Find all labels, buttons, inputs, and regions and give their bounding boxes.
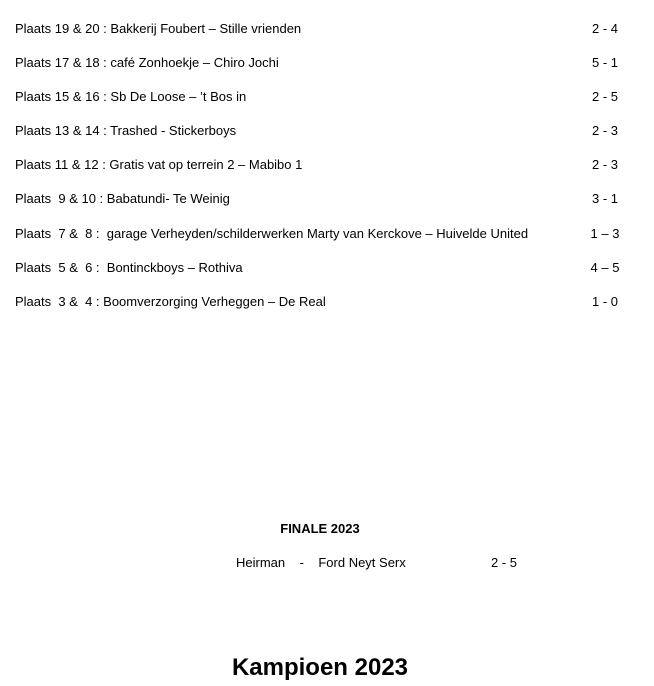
score-text: 2 - 4	[591, 21, 618, 36]
score-text: 1 - 0	[591, 294, 618, 309]
score-text: 3 - 1	[591, 191, 618, 206]
match-text: Plaats 3 & 4 : Boomverzorging Verheggen – De Real	[15, 294, 326, 309]
result-row	[15, 258, 635, 278]
match-text: Plaats 5 & 6 : Bontinckboys – Rothiva	[15, 260, 243, 275]
match-text: Plaats 15 & 16 : Sb De Loose – ’t Bos in	[15, 89, 247, 104]
result-row	[15, 53, 635, 73]
result-row	[15, 87, 635, 107]
final-match-text: Heirman - Ford Neyt Serx	[236, 555, 406, 570]
result-row	[15, 224, 635, 244]
match-text: Plaats 13 & 14 : Trashed - Stickerboys	[15, 123, 237, 138]
result-row	[15, 189, 635, 209]
score-text: 5 - 1	[591, 55, 618, 70]
champion-heading: Kampioen 2023	[231, 654, 409, 681]
result-row	[15, 155, 635, 175]
score-text: 1 – 3	[590, 226, 620, 241]
final-score-text: 2 - 5	[491, 555, 518, 570]
match-text: Plaats 19 & 20 : Bakkerij Foubert – Stille vrienden	[15, 21, 302, 36]
match-text: Plaats 7 & 8 : garage Verheyden/schilderwerken Marty van Kerckove – Huivelde United	[15, 226, 529, 241]
final-title: FINALE 2023	[280, 521, 360, 536]
score-text: 2 - 5	[591, 89, 618, 104]
result-row	[15, 121, 635, 141]
result-row	[15, 292, 635, 312]
score-text: 2 - 3	[591, 157, 618, 172]
match-text: Plaats 9 & 10 : Babatundi- Te Weinig	[15, 191, 230, 206]
score-text: 2 - 3	[591, 123, 618, 138]
match-text: Plaats 11 & 12 : Gratis vat op terrein 2 – Mabibo 1	[15, 157, 303, 172]
result-row	[15, 19, 635, 39]
score-text: 4 – 5	[590, 260, 620, 275]
match-text: Plaats 17 & 18 : café Zonhoekje – Chiro Jochi	[15, 55, 279, 70]
